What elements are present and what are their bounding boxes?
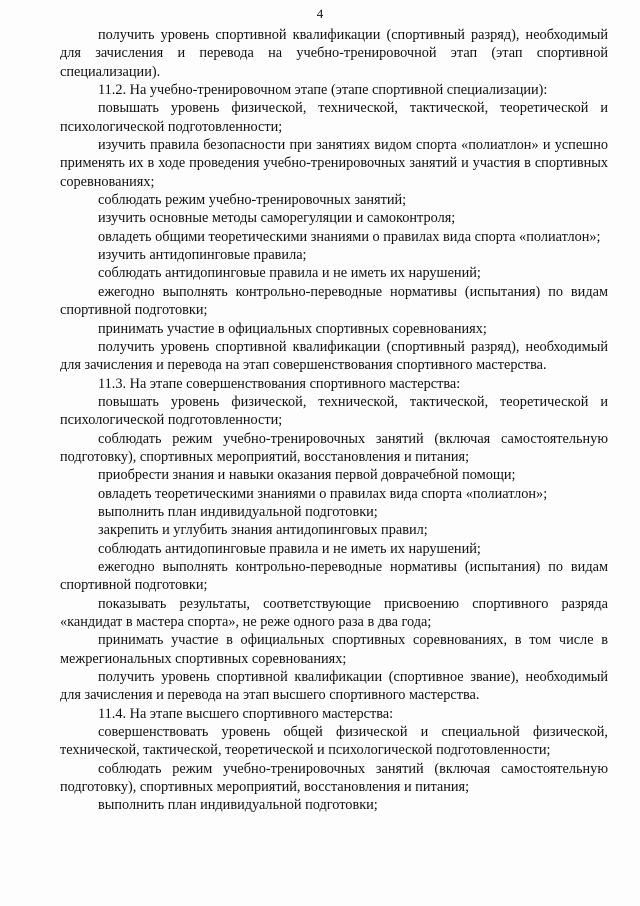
section-heading: 11.3. На этапе совершенствования спортивного мастерства:: [98, 375, 461, 392]
paragraph: повышать уровень физической, технической, тактической, теоретической и психологической подготовленности;: [60, 393, 608, 429]
paragraph: получить уровень спортивной квалификации (спортивный разряд), необходимый для зачисления и перевода на учебно-тренировочной этап (этап спортивной специализации).: [60, 27, 608, 80]
paragraph: овладеть теоретическими знаниями о правилах вида спорта «полиатлон»;: [98, 485, 548, 502]
document-body: [60, 26, 608, 815]
section-heading: 11.2. На учебно-тренировочном этапе (этапе спортивной специализации):: [98, 82, 548, 99]
paragraph: ежегодно выполнять контрольно-переводные нормативы (испытания) по видам спортивной подготовки;: [60, 283, 608, 319]
paragraph: изучить правила безопасности при занятиях видом спорта «полиатлон» и успешно применять их в ходе проведения учебно-тренировочных занятий и участия в спортивных соревнованиях;: [60, 137, 608, 190]
paragraph: совершенствовать уровень общей физической и специальной физической, технической, тактической, теоретической и психологической подготовленности;: [60, 724, 608, 759]
paragraph: принимать участие в официальных спортивных соревнованиях;: [98, 320, 487, 337]
paragraph: получить уровень спортивной квалификации (спортивное звание), необходимый для зачисления и перевода на этап высшего спортивного мастерства.: [60, 669, 608, 704]
paragraph: ежегодно выполнять контрольно-переводные нормативы (испытания) по видам спортивной подготовки;: [60, 558, 608, 594]
paragraph: соблюдать антидопинговые правила и не иметь их нарушений;: [98, 265, 481, 282]
page-number: 4: [316, 6, 324, 21]
section-heading: 11.4. На этапе высшего спортивного мастерства:: [98, 705, 394, 722]
paragraph: приобрести знания и навыки оказания первой доврачебной помощи;: [98, 467, 516, 484]
paragraph: выполнить план индивидуальной подготовки;: [98, 797, 378, 814]
paragraph: закрепить и углубить знания антидопинговых правил;: [98, 522, 428, 539]
paragraph: соблюдать режим учебно-тренировочных занятий (включая самостоятельную подготовку), спортивных мероприятий, восстановления и питания;: [60, 760, 608, 796]
paragraph: получить уровень спортивной квалификации (спортивный разряд), необходимый для зачисления и перевода на этап совершенствования спортивного мастерства.: [60, 338, 608, 374]
paragraph: принимать участие в официальных спортивных соревнованиях, в том числе в межрегиональных спортивных соревнованиях;: [60, 632, 608, 667]
paragraph: овладеть общими теоретическими знаниями о правилах вида спорта «полиатлон»;: [98, 228, 601, 245]
paragraph: повышать уровень физической, технической, тактической, теоретической и психологической подготовленности;: [60, 100, 608, 135]
paragraph: соблюдать режим учебно-тренировочных занятий (включая самостоятельную подготовку), спортивных мероприятий, восстановления и питания;: [60, 430, 608, 465]
paragraph: соблюдать режим учебно-тренировочных занятий;: [98, 192, 407, 209]
paragraph: выполнить план индивидуальной подготовки;: [98, 503, 378, 520]
paragraph: показывать результаты, соответствующие присвоению спортивного разряда «кандидат в мастера спорта», не реже одного раза в два года;: [60, 595, 608, 630]
paragraph: изучить основные методы саморегуляции и самоконтроля;: [98, 210, 456, 227]
paragraph: соблюдать антидопинговые правила и не иметь их нарушений;: [98, 540, 481, 557]
paragraph: изучить антидопинговые правила;: [98, 247, 307, 264]
